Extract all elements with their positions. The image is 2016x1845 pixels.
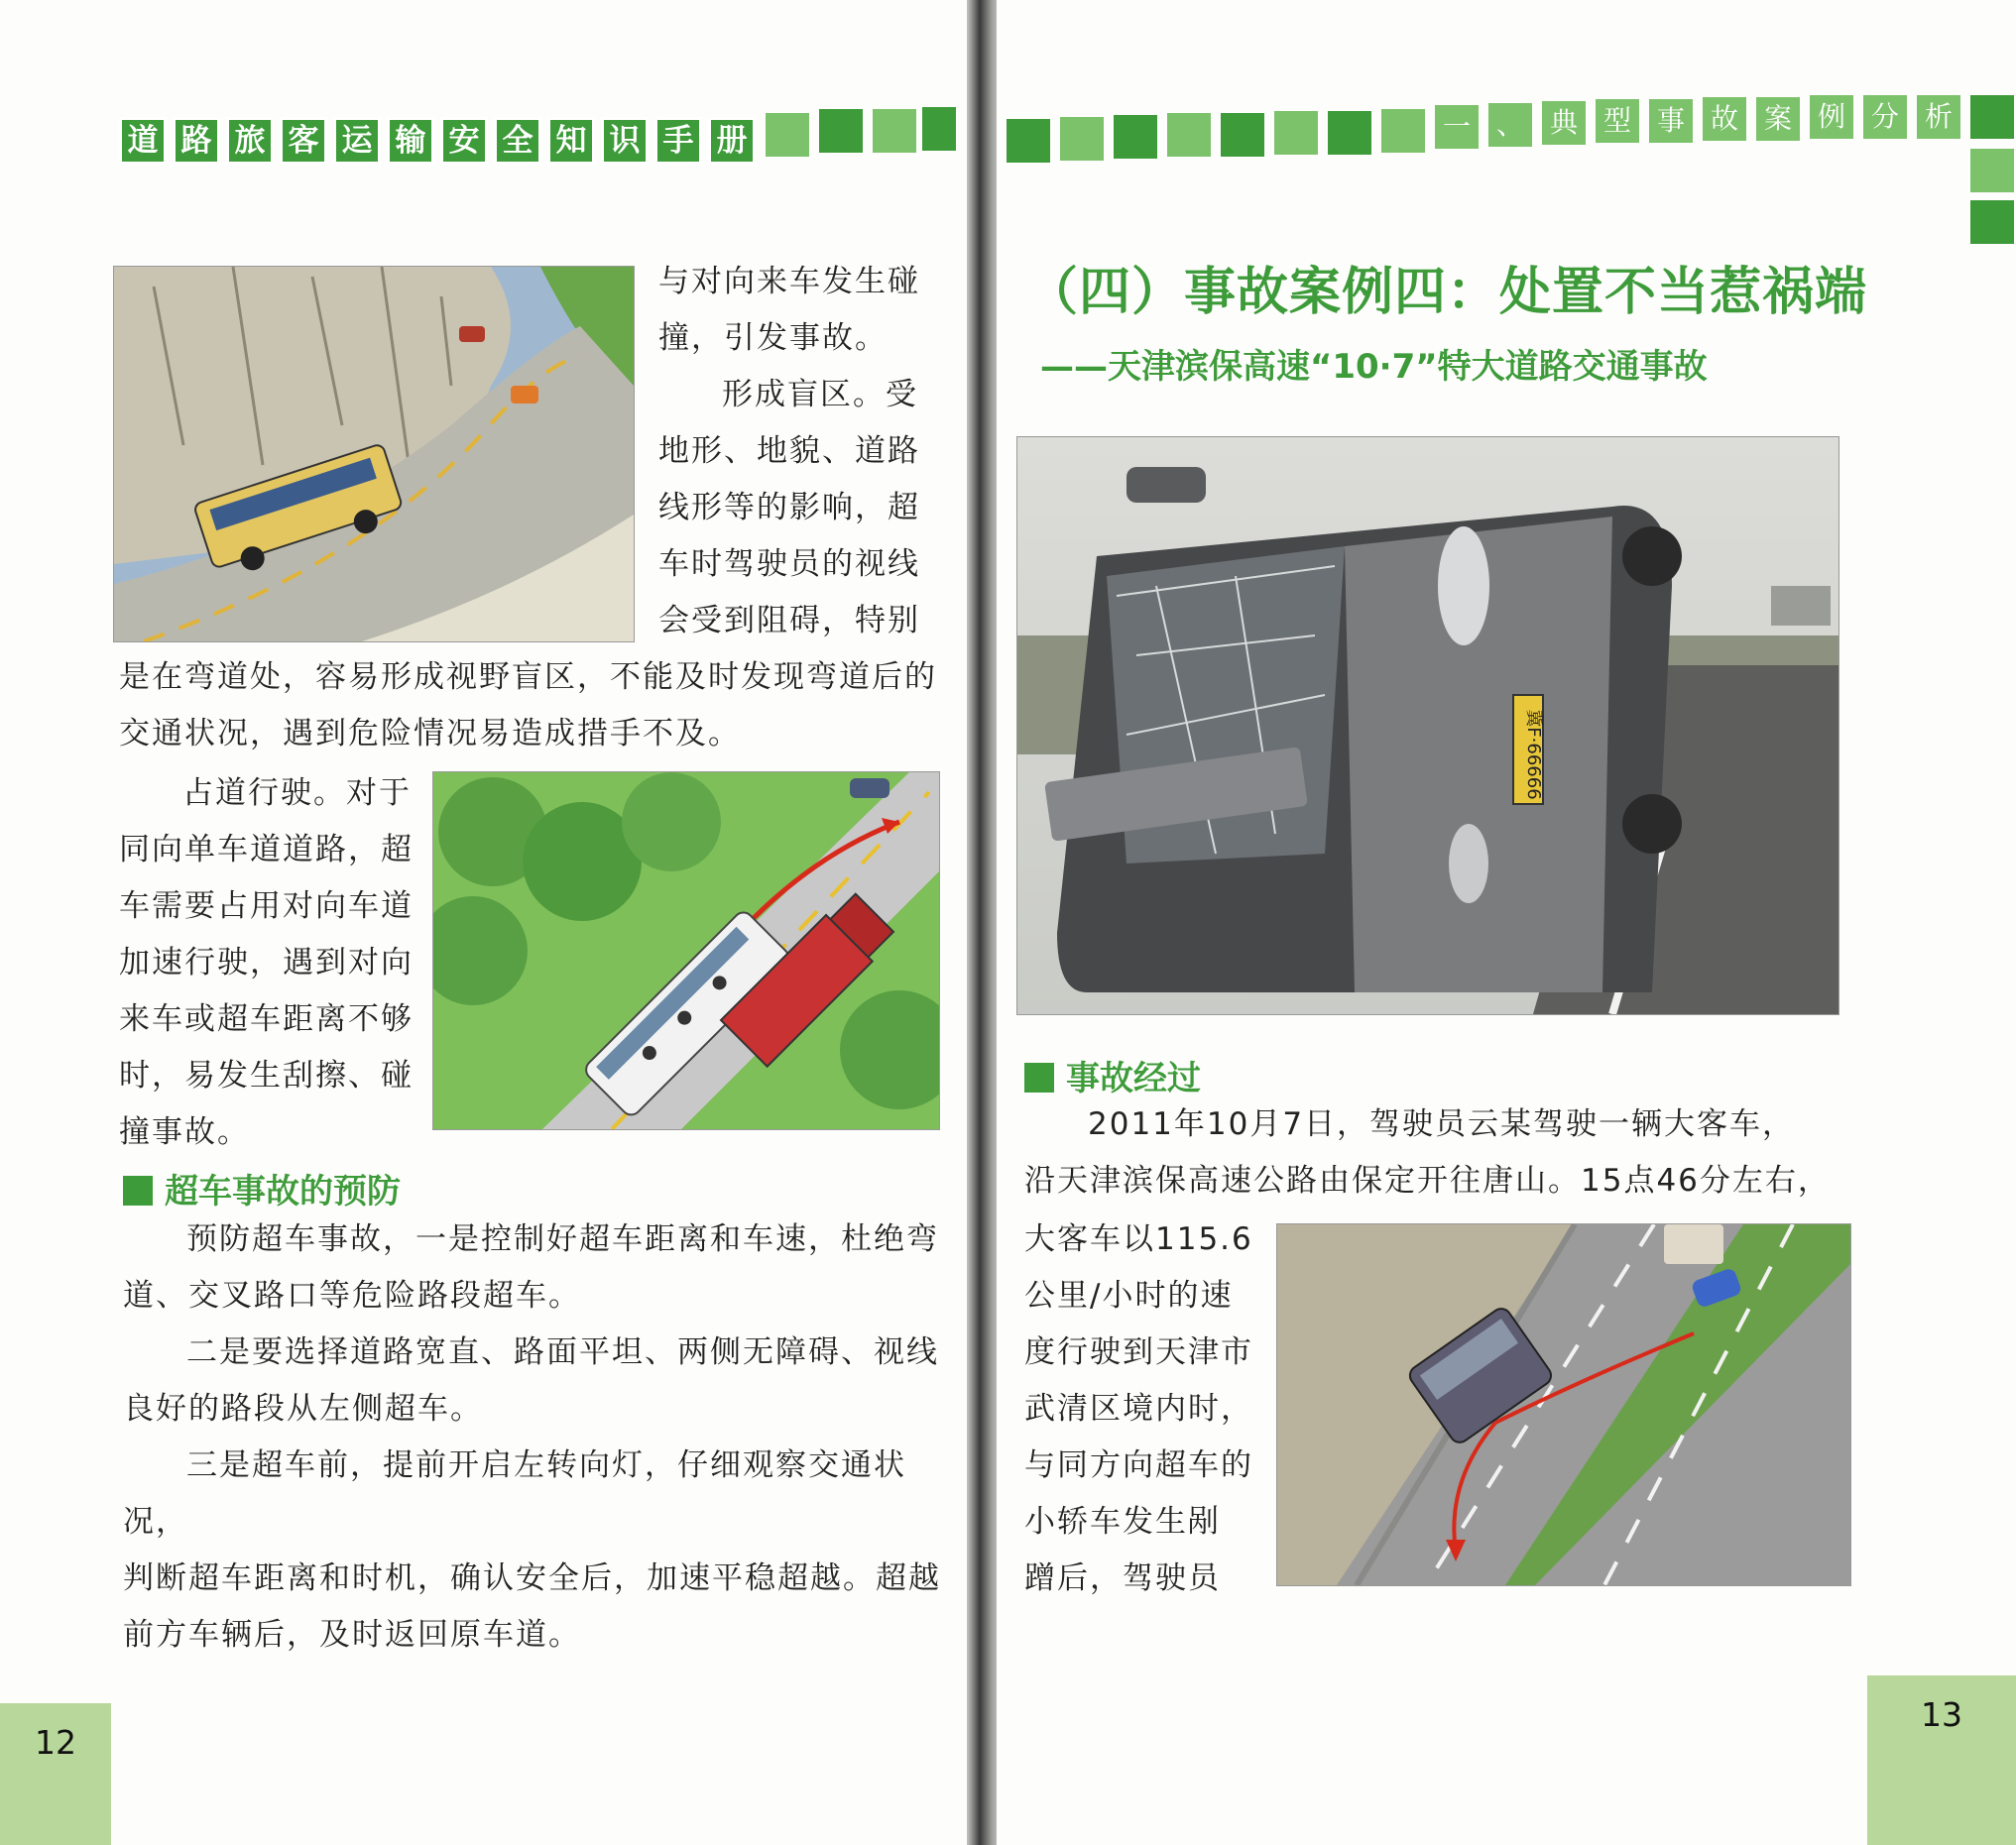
header-char: 故: [1703, 97, 1746, 141]
text-line: 判断超车距离和时机，确认安全后，加速平稳超越。超越: [123, 1560, 941, 1596]
header-char: 旅: [226, 117, 274, 165]
illustration-highway-rollover: [1276, 1223, 1851, 1586]
header-char: 路: [173, 117, 220, 165]
page-number: 13: [1867, 1675, 2016, 1845]
header-block: [1007, 119, 1050, 163]
text-line: 来车或超车距离不够: [119, 1001, 414, 1037]
section-heading-prevention: [123, 1164, 401, 1212]
account-text-beside: [1024, 1211, 1262, 1607]
header-block: [1970, 149, 2014, 192]
header-char: 运: [333, 117, 381, 165]
header-block: [1114, 115, 1157, 159]
text-line: 撞，引发事故。: [658, 320, 888, 356]
text-line: 蹭后，驾驶员: [1024, 1560, 1221, 1596]
text-line: 二是要选择道路宽直、路面平坦、两侧无障碍、视线: [186, 1334, 939, 1370]
header-char: 案: [1756, 97, 1800, 141]
left-page: [0, 0, 967, 1845]
section-marker: [1024, 1063, 1054, 1093]
case-title: （四）事故案例四：处置不当惹祸端: [1026, 263, 1868, 322]
page-number: 12: [0, 1703, 111, 1845]
right-page: [997, 0, 2016, 1845]
text-line: 占道行驶。对于: [182, 775, 412, 811]
header-block: [1274, 111, 1318, 155]
text-line: 交通状况，遇到危险情况易造成措手不及。: [119, 716, 741, 751]
header-block: [1167, 113, 1211, 157]
header-block: [922, 107, 956, 151]
para-full1: [119, 649, 962, 762]
header-char: 输: [387, 117, 434, 165]
header-char: 册: [708, 117, 756, 165]
section-marker: [123, 1176, 153, 1206]
text-line: 形成盲区。受: [722, 377, 918, 412]
text-line: 良好的路段从左侧超车。: [123, 1391, 483, 1427]
text-line: 与对向来车发生碰: [658, 264, 920, 299]
text-line: 会受到阻碍，特别: [658, 603, 920, 638]
accident-photo: [1016, 436, 1839, 1015]
header-char: 全: [494, 117, 541, 165]
text-line: 武清区境内时，: [1024, 1391, 1253, 1427]
illustration-overtaking: [432, 771, 940, 1130]
header-char: 手: [654, 117, 702, 165]
text-line: 三是超车前，提前开启左转向灯，仔细观察交通状况，: [123, 1447, 906, 1540]
text-line: 是在弯道处，容易形成视野盲区，不能及时发现弯道后的: [119, 659, 937, 695]
header-char: 一: [1435, 105, 1479, 149]
header-block: [1221, 113, 1264, 157]
header-char: 道: [119, 117, 167, 165]
para-beside-illus1: [658, 254, 956, 649]
text-line: 沿天津滨保高速公路由保定开往唐山。15点46分左右，: [1024, 1163, 1831, 1199]
text-line: 道、交叉路口等危险路段超车。: [123, 1278, 581, 1314]
header-block: [1060, 117, 1104, 161]
para-beside-illus2: [119, 765, 426, 1161]
header-block: [1328, 111, 1371, 155]
text-line: 车时驾驶员的视线: [658, 546, 920, 582]
case-subtitle: ——天津滨保高速“10·7”特大道路交通事故: [1040, 347, 1708, 387]
header-char: 分: [1863, 95, 1907, 139]
text-line: 时，易发生刮擦、碰: [119, 1058, 414, 1094]
bus-plate: 冀F·66666: [1523, 709, 1544, 800]
text-line: 前方车辆后，及时返回原车道。: [123, 1617, 581, 1653]
header-char: 例: [1810, 95, 1853, 139]
text-line: 同向单车道道路，超: [119, 832, 414, 867]
header-char: 识: [601, 117, 649, 165]
text-line: 撞事故。: [119, 1114, 250, 1150]
text-line: 度行驶到天津市: [1024, 1334, 1253, 1370]
text-line: 预防超车事故，一是控制好超车距离和车速，杜绝弯: [186, 1221, 939, 1257]
text-line: 与同方向超车的: [1024, 1447, 1253, 1483]
header-char: 型: [1596, 99, 1639, 143]
header-block: [873, 109, 916, 153]
header-char: 典: [1542, 101, 1586, 145]
header-block: [1970, 95, 2014, 139]
text-line: 公里/小时的速: [1024, 1278, 1234, 1314]
section-title: 超车事故的预防: [165, 1172, 401, 1211]
header-block: [819, 109, 863, 153]
text-line: 线形等的影响，超: [658, 490, 920, 525]
text-line: 车需要占用对向车道: [119, 888, 414, 924]
header-char: 析: [1917, 95, 1960, 139]
account-text-full: [1024, 1096, 1996, 1210]
text-line: 加速行驶，遇到对向: [119, 945, 414, 980]
illustration-mountain-curve: [113, 266, 635, 642]
header-char: 知: [547, 117, 595, 165]
header-char: 客: [280, 117, 327, 165]
prevention-text: [123, 1211, 956, 1664]
text-line: 地形、地貌、道路: [658, 433, 920, 469]
section-title: 事故经过: [1066, 1059, 1201, 1098]
header-block: [1970, 200, 2014, 244]
text-line: 大客车以115.6: [1024, 1221, 1253, 1257]
header-block: [1381, 109, 1425, 153]
header-char: 安: [440, 117, 488, 165]
header-block: [766, 113, 809, 157]
text-line: 2011年10月7日，驾驶员云某驾驶一辆大客车，: [1088, 1106, 1796, 1142]
header-char: 、: [1488, 103, 1532, 147]
section-heading-account: [1024, 1051, 1201, 1099]
header-char: 事: [1649, 99, 1693, 143]
text-line: 小轿车发生剐: [1024, 1504, 1221, 1540]
